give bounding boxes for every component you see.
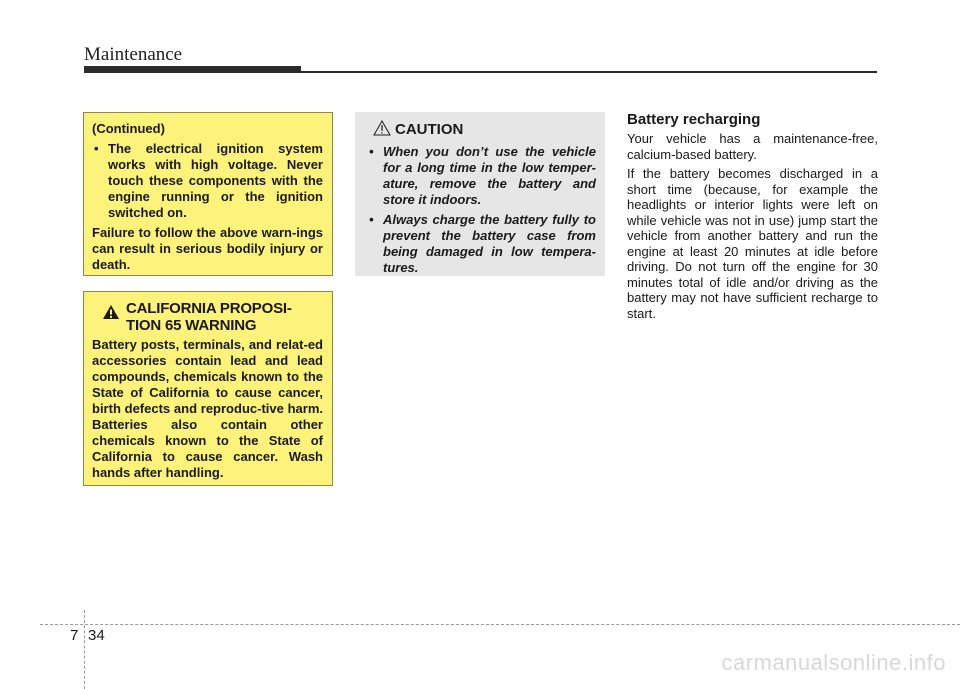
footer-vertical-divider [84, 610, 85, 689]
continued-bullet: • The electrical ignition system works with high voltage. Never touch these components with the engine running or the ignition switched on. [92, 141, 323, 221]
header-rule-thin [301, 71, 877, 73]
warning-triangle-icon [102, 304, 120, 324]
california-warning-title: CALIFORNIA PROPOSI-TION 65 WARNING [126, 300, 292, 334]
caution-box [355, 112, 605, 276]
caution-bullet: • Always charge the battery fully to prevent the battery case from being damaged in low tempera-tures. [367, 212, 596, 276]
california-warning-box [83, 291, 333, 486]
section-body [627, 131, 878, 325]
california-warning-body: Battery posts, terminals, and relat-ed accessories contain lead and lead compounds, chemicals known to the State of California to cause cancer, birth defects and reproduc-tive harm. Batteries also contain other chemicals known to the State of California to cause cancer. Wash hands after handling. [92, 337, 323, 480]
page-title: Maintenance [84, 44, 183, 65]
continued-closing: Failure to follow the above warn-ings can result in serious bodily injury or death. [92, 225, 323, 272]
caution-triangle-icon [373, 120, 391, 140]
continued-warning-box [83, 112, 333, 276]
watermark: carmanualsonline.info [721, 650, 946, 675]
caution-title: CAUTION [395, 121, 464, 138]
caution-bullet: • When you don’t use the vehicle for a long time in the low temper-ature, remove the battery and store it indoors. [367, 144, 596, 208]
footer-divider [40, 624, 960, 625]
section-title: Battery recharging [627, 111, 761, 128]
header-rule-thick [84, 66, 301, 73]
chapter-number: 7 [70, 627, 79, 644]
continued-heading: (Continued) [92, 121, 165, 136]
page-number: 34 [88, 627, 105, 644]
section-paragraph: If the battery becomes discharged in a short time (because, for example the headlights or interior lights were left on while vehicle was not in use) jump start the vehicle from another battery and run the engine at least 20 minutes at idle before driving. Do not turn off the engine for 30 minutes total of idle and/or driving as the battery may not have sufficient recharge to start. [627, 166, 878, 321]
section-paragraph: Your vehicle has a maintenance-free, calcium-based battery. [627, 131, 878, 162]
